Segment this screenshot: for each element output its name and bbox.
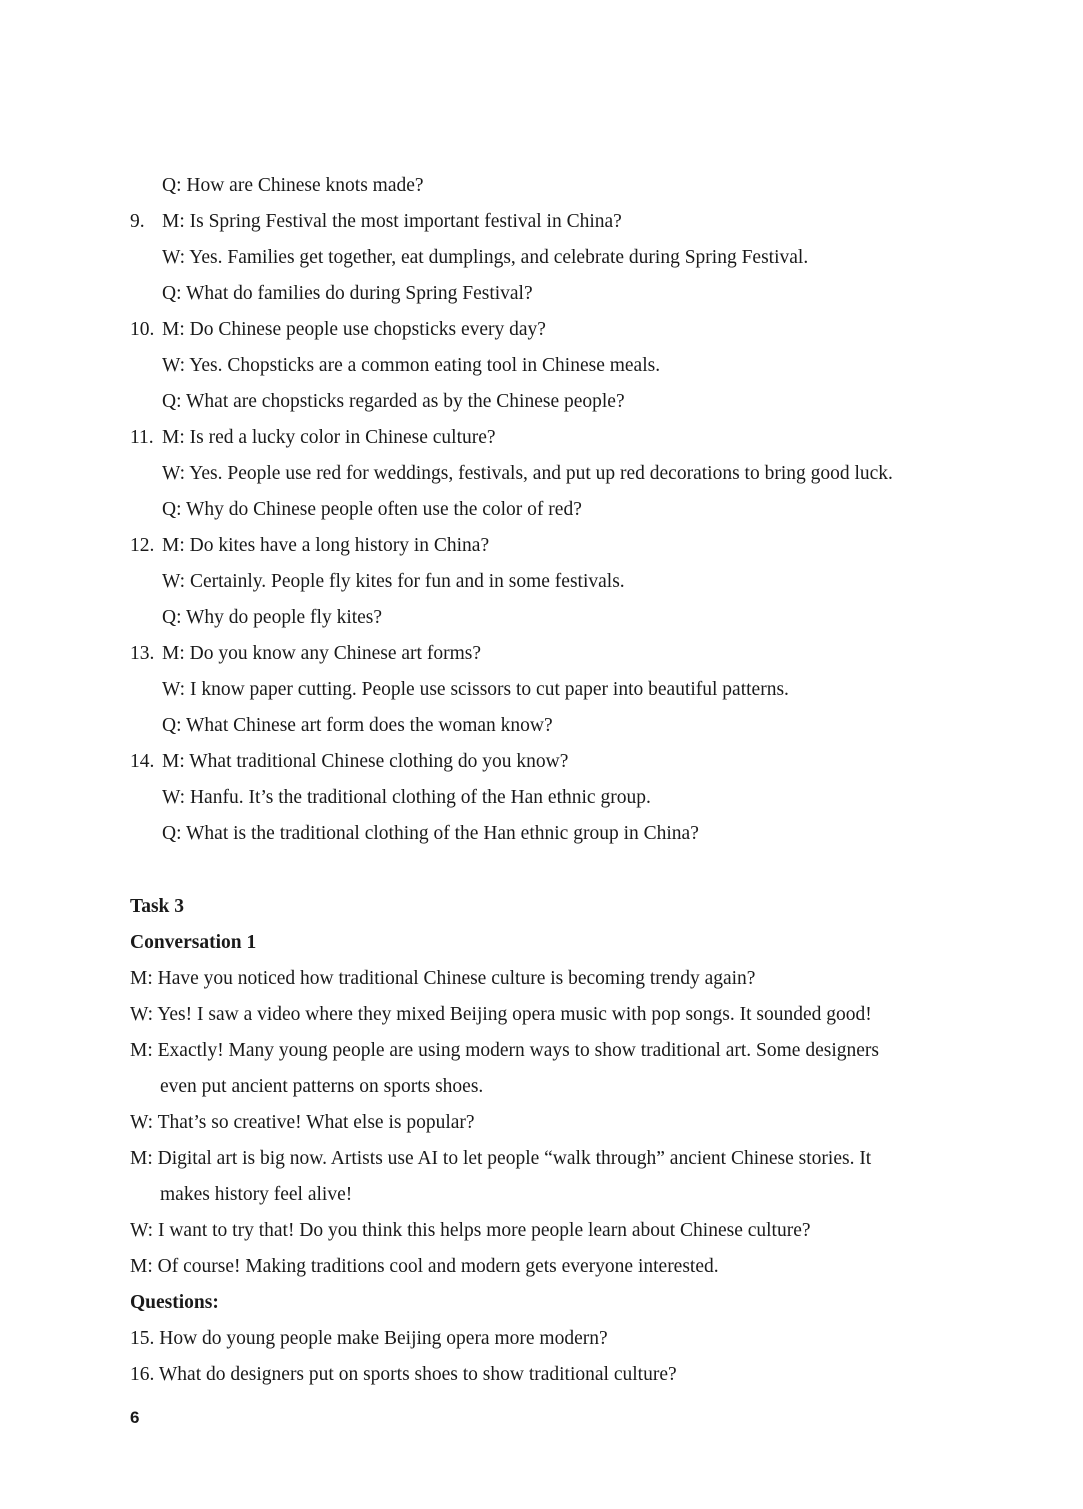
- dialogue-line: W: I want to try that! Do you think this helps more people learn about Chinese culture?: [130, 1220, 811, 1241]
- q-line: Q: How are Chinese knots made?: [162, 175, 424, 196]
- item-14-m: [130, 750, 568, 774]
- item-number: 11.: [130, 427, 154, 448]
- question-item: 15. How do young people make Beijing opera more modern?: [130, 1328, 608, 1349]
- q-line: Q: Why do people fly kites?: [162, 607, 383, 628]
- m-line: M: Do you know any Chinese art forms?: [162, 643, 481, 664]
- item-9-m: [130, 210, 622, 234]
- w-line: W: Certainly. People fly kites for fun and in some festivals.: [162, 571, 625, 592]
- item-number: 10.: [130, 319, 155, 340]
- dialogue-line: M: Exactly! Many young people are using modern ways to show traditional art. Some designers: [130, 1040, 879, 1061]
- item-number: 14.: [130, 751, 155, 772]
- m-line: M: Is red a lucky color in Chinese culture?: [162, 427, 496, 448]
- item-number: 9.: [130, 211, 145, 232]
- dialogue-line: W: Yes! I saw a video where they mixed Beijing opera music with pop songs. It sounded good!: [130, 1004, 872, 1025]
- w-line: W: Yes. Families get together, eat dumplings, and celebrate during Spring Festival.: [162, 247, 809, 268]
- dialogue-line: W: That’s so creative! What else is popular?: [130, 1112, 475, 1133]
- q-line: Q: What is the traditional clothing of the Han ethnic group in China?: [162, 823, 699, 844]
- q-line: Q: Why do Chinese people often use the color of red?: [162, 499, 582, 520]
- item-10-m: [130, 318, 546, 342]
- questions-label: Questions:: [130, 1292, 219, 1313]
- w-line: W: Yes. People use red for weddings, festivals, and put up red decorations to bring good luck.: [162, 463, 893, 484]
- item-11-m: [130, 426, 496, 450]
- m-line: M: Do kites have a long history in China?: [162, 535, 490, 556]
- q-line: Q: What Chinese art form does the woman know?: [162, 715, 553, 736]
- dialogue-line: M: Digital art is big now. Artists use AI to let people “walk through” ancient Chinese stories. It: [130, 1148, 872, 1169]
- dialogue-line-continued: makes history feel alive!: [160, 1184, 353, 1205]
- w-line: W: I know paper cutting. People use scissors to cut paper into beautiful patterns.: [162, 679, 789, 700]
- conversation-title: Conversation 1: [130, 932, 257, 953]
- item-12-m: [130, 534, 489, 558]
- dialogue-line: M: Have you noticed how traditional Chinese culture is becoming trendy again?: [130, 968, 756, 989]
- w-line: W: Yes. Chopsticks are a common eating tool in Chinese meals.: [162, 355, 661, 376]
- task-heading: Task 3: [130, 896, 185, 917]
- item-number: 13.: [130, 643, 155, 664]
- question-item: 16. What do designers put on sports shoes to show traditional culture?: [130, 1364, 677, 1385]
- item-13-m: [130, 642, 481, 666]
- m-line: M: What traditional Chinese clothing do you know?: [162, 751, 569, 772]
- dialogue-line: M: Of course! Making traditions cool and modern gets everyone interested.: [130, 1256, 719, 1277]
- page-number: 6: [130, 1408, 140, 1427]
- q-line: Q: What are chopsticks regarded as by the Chinese people?: [162, 391, 625, 412]
- m-line: M: Is Spring Festival the most important festival in China?: [162, 211, 622, 232]
- m-line: M: Do Chinese people use chopsticks every day?: [162, 319, 546, 340]
- item-number: 12.: [130, 535, 155, 556]
- dialogue-line-continued: even put ancient patterns on sports shoes.: [160, 1076, 484, 1097]
- q-line: Q: What do families do during Spring Festival?: [162, 283, 533, 304]
- w-line: W: Hanfu. It’s the traditional clothing of the Han ethnic group.: [162, 787, 651, 808]
